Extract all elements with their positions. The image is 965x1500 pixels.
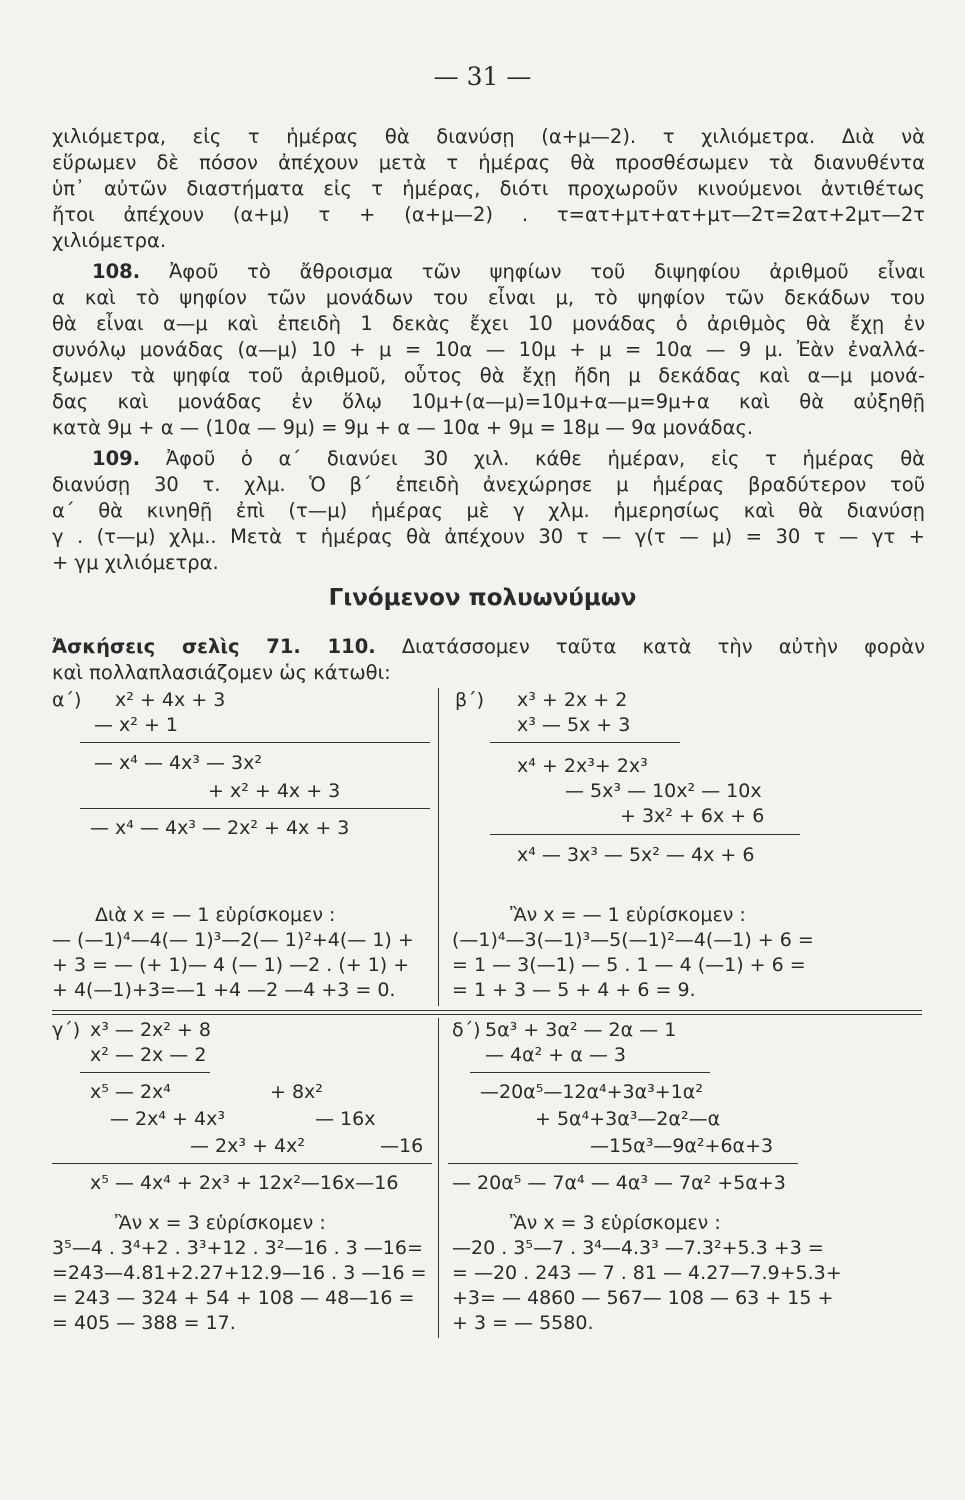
math-line: +3= — 4860 — 567— 108 — 63 + 15 + xyxy=(452,1287,834,1309)
underline xyxy=(490,742,680,743)
math-line: + 3x² + 6x + 6 xyxy=(620,805,765,827)
math-line: — 2x³ + 4x² xyxy=(190,1135,305,1157)
text-line xyxy=(52,259,925,285)
math-line: —16 xyxy=(380,1135,424,1157)
text-line: δας καὶ μονάδας ἐν ὅλῳ 10μ+(α—μ)=10μ+α—μ=9μ+α καὶ θὰ αὐξηθῇ xyxy=(52,390,925,413)
item-label: β΄) xyxy=(455,689,485,711)
underline xyxy=(80,808,430,809)
underline xyxy=(470,1072,710,1073)
text-line: διανύσῃ 30 τ. χλμ. Ὁ β΄ ἐπειδὴ ἀνεχώρησε μ ἡμέρας βραδύτερον τοῦ xyxy=(52,473,925,496)
math-line: x⁵ — 2x⁴ xyxy=(90,1081,171,1103)
underline xyxy=(80,742,430,743)
text-line: κατὰ 9μ + α — (10α — 9μ) = 9μ + α — 10α + 9μ = 18μ — 9α μονάδας. xyxy=(52,416,754,439)
text-line: θὰ εἶναι α—μ καὶ ἐπειδὴ 1 δεκὰς ἔχει 10 μονάδας ὁ ἀριθμὸς θὰ ἔχῃ ἐν xyxy=(52,312,925,335)
column-divider xyxy=(438,1018,439,1338)
math-line: (—1)⁴—3(—1)³—5(—1)²—4(—1) + 6 = xyxy=(452,929,814,951)
item-label: γ΄) xyxy=(52,1019,81,1041)
math-line: —15α³—9α²+6α+3 xyxy=(590,1135,774,1157)
math-line: —20α⁵—12α⁴+3α³+1α² xyxy=(480,1081,703,1103)
text-line: γ . (τ—μ) χλμ.. Μετὰ τ ἡμέρας θὰ ἀπέχουν 30 τ — γ(τ — μ) = 30 τ — γτ + xyxy=(52,525,925,548)
math-line: — 2x⁴ + 4x³ xyxy=(110,1108,225,1130)
math-line: + x² + 4x + 3 xyxy=(208,780,341,802)
text-line: Ἀφοῦ ὁ α΄ διανύει 30 χιλ. κάθε ἡμέραν, εἰς τ ἡμέρας θὰ xyxy=(165,447,925,470)
math-line: —20 . 3⁵—7 . 3⁴—4.3³ —7.3²+5.3 +3 = xyxy=(452,1237,824,1259)
math-line: — (—1)⁴—4(— 1)³—2(— 1)²+4(— 1) + xyxy=(52,929,414,951)
underline xyxy=(80,1072,210,1073)
math-line: x⁴ + 2x³+ 2x³ xyxy=(517,755,648,777)
math-line: 3⁵—4 . 3⁴+2 . 3³+12 . 3²—16 . 3 —16= xyxy=(52,1237,423,1259)
math-line: + 5α⁴+3α³—2α²—α xyxy=(535,1108,721,1130)
section-divider xyxy=(52,1014,922,1015)
text-line: καὶ πολλαπλασιάζομεν ὡς κάτωθι: xyxy=(52,661,391,684)
math-line: — 20α⁵ — 7α⁴ — 4α³ — 7α² +5α+3 xyxy=(452,1172,786,1194)
section-divider xyxy=(52,1010,922,1011)
math-line: Διὰ x = — 1 εὑρίσκομεν : xyxy=(95,904,336,926)
math-line: — x² + 1 xyxy=(94,714,178,736)
math-line: = 405 — 388 = 17. xyxy=(52,1312,236,1334)
section-heading: Γινόμενον πολυωνύμων xyxy=(328,585,637,611)
math-line: = 243 — 324 + 54 + 108 — 48—16 = xyxy=(52,1287,415,1309)
math-line: x² + 4x + 3 xyxy=(115,689,226,711)
text-line xyxy=(52,446,925,472)
exercise-number: 108. xyxy=(92,260,141,283)
math-line: 5α³ + 3α² — 2α — 1 xyxy=(485,1019,677,1041)
text-line: συνόλῳ μονάδας (α—μ) 10 + μ = 10α — 10μ + μ = 10α — 9 μ. Ἐὰν ἐναλλά- xyxy=(52,338,925,361)
math-line: x² — 2x — 2 xyxy=(90,1044,207,1066)
text-line xyxy=(52,634,925,660)
text-line: Διατάσσομεν ταῦτα κατὰ τὴν αὐτὴν φορὰν xyxy=(401,635,925,658)
math-line: — x⁴ — 4x³ — 2x² + 4x + 3 xyxy=(90,817,350,839)
text-line: εὕρωμεν δὲ πόσον ἀπέχουν μετὰ τ ἡμέρας θὰ προσθέσωμεν τὰ διανυθέντα xyxy=(52,151,925,174)
paragraph-109 xyxy=(52,446,925,576)
text-line: χιλιόμετρα. xyxy=(52,229,167,252)
math-line: + 4(—1)+3=—1 +4 —2 —4 +3 = 0. xyxy=(52,979,396,1001)
math-line: + 8x² xyxy=(270,1081,323,1103)
text-line: ὑπ᾽ αὐτῶν διαστήματα εἰς τ ἡμέρας, διότι προχωροῦν κινούμενοι ἀντιθέτως xyxy=(52,177,925,200)
math-line: = 1 — 3(—1) — 5 . 1 — 4 (—1) + 6 = xyxy=(452,954,806,976)
text-line: ἤτοι ἀπέχουν (α+μ) τ + (α+μ—2) . τ=ατ+μτ+ατ+μτ—2τ=2ατ+2μτ—2τ xyxy=(52,203,925,226)
math-line: x⁵ — 4x⁴ + 2x³ + 12x²—16x—16 xyxy=(90,1172,399,1194)
math-line: x⁴ — 3x³ — 5x² — 4x + 6 xyxy=(517,844,755,866)
math-line: — 5x³ — 10x² — 10x xyxy=(565,780,762,802)
underline xyxy=(52,1163,432,1164)
exercise-label: Ἀσκήσεις σελὶς 71. 110. xyxy=(52,635,376,658)
text-line: Ἀφοῦ τὸ ἄθροισμα τῶν ψηφίων τοῦ διψηφίου ἀριθμοῦ εἶναι xyxy=(168,260,925,283)
exercise-number: 109. xyxy=(92,447,141,470)
math-line: + 3 = — 5580. xyxy=(452,1312,594,1334)
math-line: Ἂν x = — 1 εὑρίσκομεν : xyxy=(510,904,746,926)
math-line: x³ — 5x + 3 xyxy=(517,714,631,736)
math-line: x³ + 2x + 2 xyxy=(517,689,628,711)
math-line: =243—4.81+2.27+12.9—16 . 3 —16 = xyxy=(52,1262,427,1284)
page-number: — 31 — xyxy=(433,62,532,91)
underline xyxy=(448,1163,798,1164)
math-line: = 1 + 3 — 5 + 4 + 6 = 9. xyxy=(452,979,696,1001)
text-line: ξωμεν τὰ ψηφία τοῦ ἀριθμοῦ, οὗτος θὰ ἔχῃ ἤδη μ δεκάδας καὶ α—μ μονά- xyxy=(52,364,925,387)
exercise-intro xyxy=(52,634,925,686)
item-label: α΄) xyxy=(52,689,82,711)
math-line: x³ — 2x² + 8 xyxy=(90,1019,211,1041)
text-line: + γμ χιλιόμετρα. xyxy=(52,551,219,574)
text-line: α΄ θὰ κινηθῇ ἐπὶ (τ—μ) ἡμέρας μὲ γ χλμ. ἡμερησίως καὶ θὰ διανύσῃ xyxy=(52,499,925,522)
math-line: — 4α² + α — 3 xyxy=(485,1044,626,1066)
text-line: α καὶ τὸ ψηφίον τῶν μονάδων του εἶναι μ, τὸ ψηφίον τῶν δεκάδων του xyxy=(52,286,925,309)
paragraph-108 xyxy=(52,259,925,441)
math-line: + 3 = — (+ 1)— 4 (— 1) —2 . (+ 1) + xyxy=(52,954,410,976)
paragraph-intro xyxy=(52,124,925,254)
item-label: δ΄) xyxy=(452,1019,481,1041)
underline xyxy=(490,834,800,835)
math-line: — 16x xyxy=(315,1108,376,1130)
math-line: = —20 . 243 — 7 . 81 — 4.27—7.9+5.3+ xyxy=(452,1262,842,1284)
math-line: Ἂν x = 3 εὑρίσκομεν : xyxy=(510,1212,721,1234)
math-line: Ἂν x = 3 εὑρίσκομεν : xyxy=(115,1212,326,1234)
column-divider xyxy=(438,688,439,1006)
math-line: — x⁴ — 4x³ — 3x² xyxy=(94,752,262,774)
text-line: χιλιόμετρα, εἰς τ ἡμέρας θὰ διανύσῃ (α+μ—2). τ χιλιόμετρα. Διὰ νὰ xyxy=(52,125,925,148)
